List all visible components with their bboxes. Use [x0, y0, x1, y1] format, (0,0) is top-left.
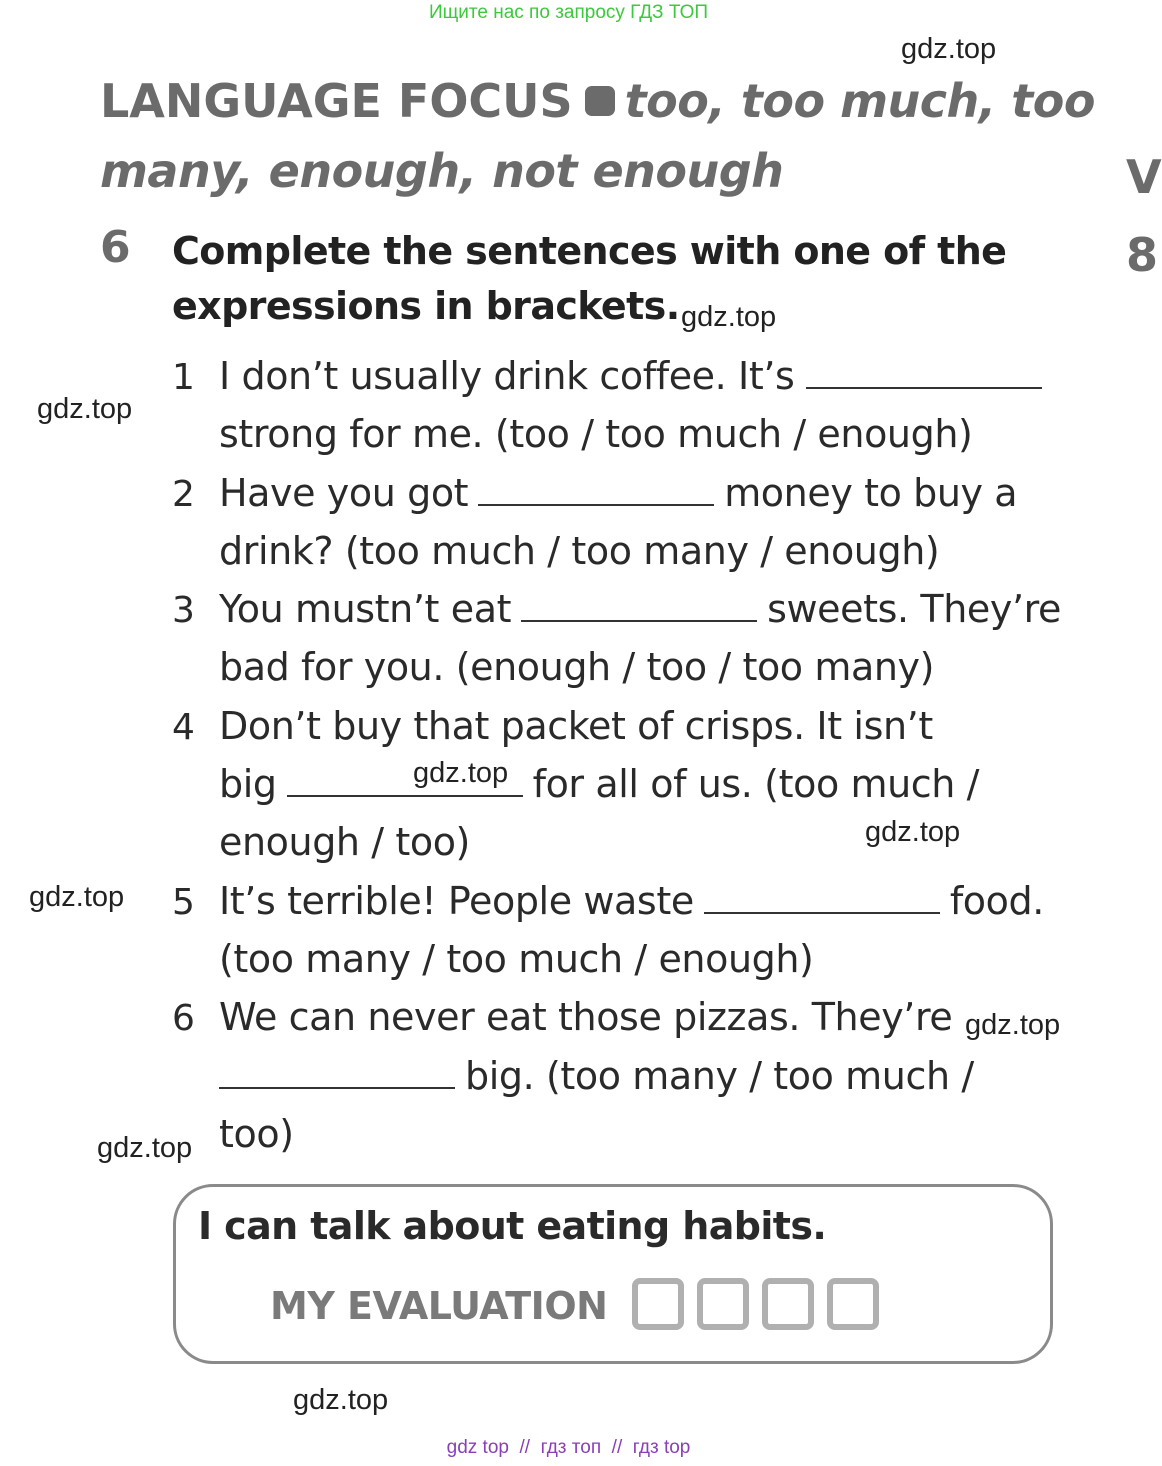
evaluation-checkbox[interactable] — [827, 1278, 879, 1330]
item-4-line-2 — [219, 762, 979, 806]
language-focus-label: LANGUAGE FOCUS — [100, 74, 573, 128]
evaluation-boxes — [632, 1278, 879, 1330]
item-number: 6 — [172, 998, 195, 1039]
heading-topic-2: many, enough, not enough — [100, 144, 784, 198]
item-1-line-1 — [219, 354, 1052, 398]
answer-blank[interactable] — [287, 794, 523, 797]
cut-off-glyph-2: 8 — [1126, 228, 1159, 282]
sentence-text: I don’t usually drink coffee. It’s — [219, 354, 795, 398]
sentence-text: for all of us. (too much / — [532, 762, 980, 806]
item-number: 5 — [172, 882, 195, 923]
answer-blank[interactable] — [704, 911, 940, 914]
sentence-text: You mustn’t eat — [219, 587, 512, 631]
answer-blank[interactable] — [219, 1086, 455, 1089]
answer-blank[interactable] — [521, 619, 757, 622]
watermark: gdz.top — [901, 33, 997, 65]
footer-links: gdz top // гдз топ // гдз top — [446, 1437, 691, 1458]
can-do-statement: I can talk about eating habits. — [198, 1204, 827, 1248]
top-banner: Ищите нас по запросу ГДЗ ТОП — [428, 2, 709, 23]
evaluation-checkbox[interactable] — [632, 1278, 684, 1330]
item-1-line-2: strong for me. (too / too much / enough) — [219, 412, 973, 456]
item-3-line-2: bad for you. (enough / too / too many) — [219, 645, 935, 689]
sentence-text: Have you got — [219, 471, 469, 515]
watermark: gdz.top — [413, 757, 509, 789]
square-bullet-icon — [585, 86, 615, 116]
heading-line-1 — [100, 74, 1095, 128]
sentence-text: sweets. They’re — [767, 587, 1061, 631]
watermark: gdz.top — [293, 1384, 389, 1416]
item-number: 2 — [172, 474, 195, 515]
cut-off-glyph-1: V — [1126, 150, 1162, 204]
watermark: gdz.top — [37, 393, 133, 425]
answer-blank[interactable] — [478, 503, 714, 506]
sentence-text: money to buy a — [724, 471, 1018, 515]
answer-blank[interactable] — [806, 386, 1042, 389]
instruction-line-2: expressions in brackets. — [172, 284, 680, 328]
sentence-text: It’s terrible! People waste — [219, 879, 694, 923]
watermark: gdz.top — [965, 1009, 1061, 1041]
sentence-text: big. (too many / too much / — [465, 1054, 974, 1098]
item-5-line-2: (too many / too much / enough) — [219, 937, 814, 981]
heading-line-2 — [100, 144, 783, 198]
sentence-text: big — [219, 762, 277, 806]
sentence-text: food. — [949, 879, 1044, 923]
watermark: gdz.top — [681, 301, 777, 333]
evaluation-checkbox[interactable] — [697, 1278, 749, 1330]
evaluation-checkbox[interactable] — [762, 1278, 814, 1330]
item-6-line-3: too) — [219, 1112, 294, 1156]
item-number: 4 — [172, 707, 195, 748]
evaluation-label: MY EVALUATION — [270, 1284, 608, 1328]
heading-topic-1: too, too much, too — [624, 74, 1095, 128]
watermark: gdz.top — [29, 881, 125, 913]
instruction-line-1: Complete the sentences with one of the — [172, 229, 1007, 273]
item-4-line-1: Don’t buy that packet of crisps. It isn’t — [219, 704, 933, 748]
item-number: 3 — [172, 590, 195, 631]
item-3-line-1 — [219, 587, 1061, 631]
watermark: gdz.top — [865, 816, 961, 848]
item-2-line-1 — [219, 471, 1017, 515]
item-4-line-3: enough / too) — [219, 820, 470, 864]
item-6-line-2 — [219, 1054, 974, 1098]
item-number: 1 — [172, 357, 195, 398]
watermark: gdz.top — [97, 1132, 193, 1164]
item-5-line-1 — [219, 879, 1044, 923]
exercise-number: 6 — [100, 222, 131, 273]
item-6-line-1: We can never eat those pizzas. They’re — [219, 995, 953, 1039]
item-2-line-2: drink? (too much / too many / enough) — [219, 529, 940, 573]
